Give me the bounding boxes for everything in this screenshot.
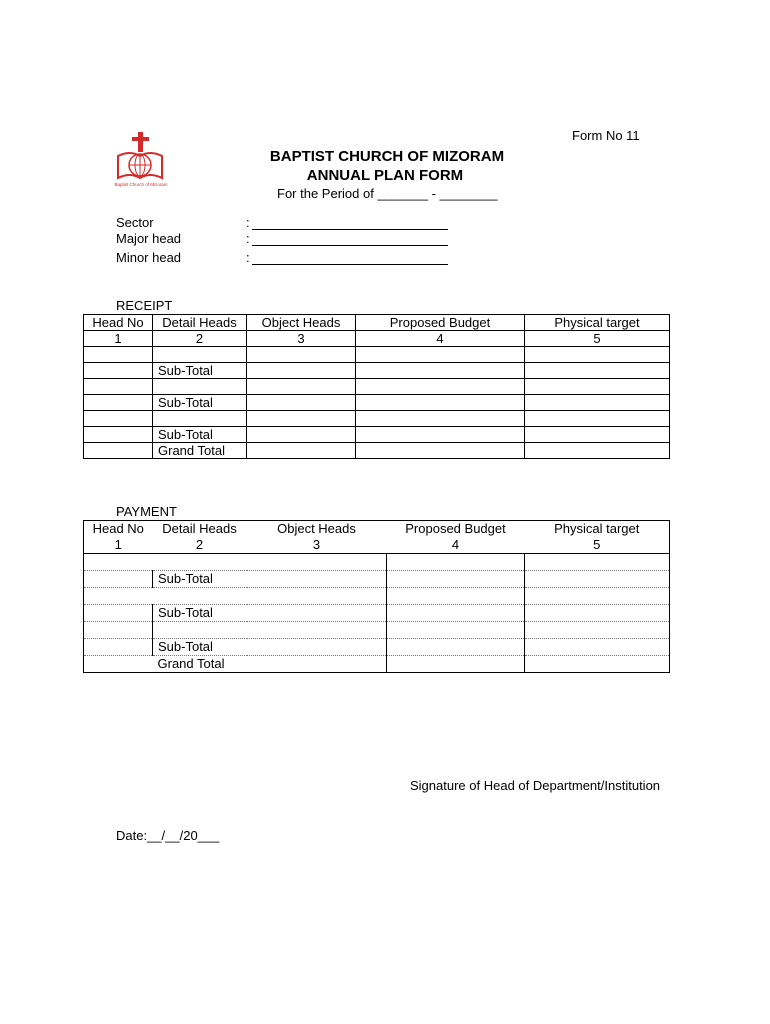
table-row	[84, 379, 670, 395]
subtotal-label: Sub-Total	[153, 427, 247, 443]
org-title: BAPTIST CHURCH OF MIZORAM	[269, 148, 505, 165]
minor-head-input[interactable]: :	[246, 250, 448, 265]
payment-subtotal-row	[84, 639, 670, 656]
receipt-col-physical-target: Physical target	[525, 315, 670, 331]
subtotal-label: Sub-Total	[153, 363, 247, 379]
receipt-subtotal-row	[84, 395, 670, 411]
subtotal-label: Sub-Total	[153, 395, 247, 411]
major-head-label: Major head	[116, 231, 182, 246]
table-row	[84, 347, 670, 363]
receipt-col-detail-heads: Detail Heads	[153, 315, 247, 331]
form-title: ANNUAL PLAN FORM	[306, 167, 464, 184]
table-row	[84, 554, 670, 571]
payment-title: PAYMENT	[116, 504, 177, 519]
payment-number-row: 1 2 3 4 5	[84, 537, 670, 554]
receipt-grand-total-row	[84, 443, 670, 459]
table-row	[84, 411, 670, 427]
payment-header-row	[84, 521, 670, 538]
receipt-col-proposed-budget: Proposed Budget	[356, 315, 525, 331]
signature-label: Signature of Head of Department/Institution	[410, 778, 661, 793]
payment-col-object-heads: Object Heads	[277, 521, 356, 536]
period-field[interactable]: For the Period of _______ - ________	[277, 186, 498, 201]
logo-caption: Baptist Church of Mizoram	[114, 182, 168, 187]
table-row	[84, 622, 670, 639]
subtotal-label: Sub-Total	[153, 571, 247, 588]
receipt-col-head-no: Head No	[84, 315, 153, 331]
date-field[interactable]: Date:__/__/20___	[116, 828, 220, 843]
subtotal-label: Sub-Total	[153, 605, 247, 622]
receipt-subtotal-row	[84, 363, 670, 379]
sector-label: Sector	[116, 215, 154, 230]
payment-col-physical-target: Physical target	[554, 521, 640, 536]
payment-col-proposed-budget: Proposed Budget	[405, 521, 506, 536]
grand-total-label: Grand Total	[153, 656, 247, 673]
receipt-table	[83, 314, 670, 459]
receipt-header-row	[84, 315, 670, 331]
table-row	[84, 588, 670, 605]
payment-grand-total-row	[84, 656, 670, 673]
subtotal-label: Sub-Total	[153, 639, 247, 656]
receipt-number-row: 1 2 3 4 5	[84, 331, 670, 347]
payment-subtotal-row	[84, 605, 670, 622]
receipt-subtotal-row	[84, 427, 670, 443]
payment-table	[83, 520, 670, 673]
payment-col-detail-heads: Detail Heads	[162, 521, 237, 536]
grand-total-label: Grand Total	[153, 443, 247, 459]
major-head-input[interactable]: :	[246, 231, 448, 246]
receipt-title: RECEIPT	[116, 298, 173, 313]
receipt-col-object-heads: Object Heads	[247, 315, 356, 331]
form-number: Form No 11	[572, 128, 640, 143]
minor-head-label: Minor head	[116, 250, 182, 265]
payment-col-head-no: Head No	[92, 521, 144, 536]
sector-input[interactable]: :	[246, 215, 448, 230]
payment-subtotal-row	[84, 571, 670, 588]
